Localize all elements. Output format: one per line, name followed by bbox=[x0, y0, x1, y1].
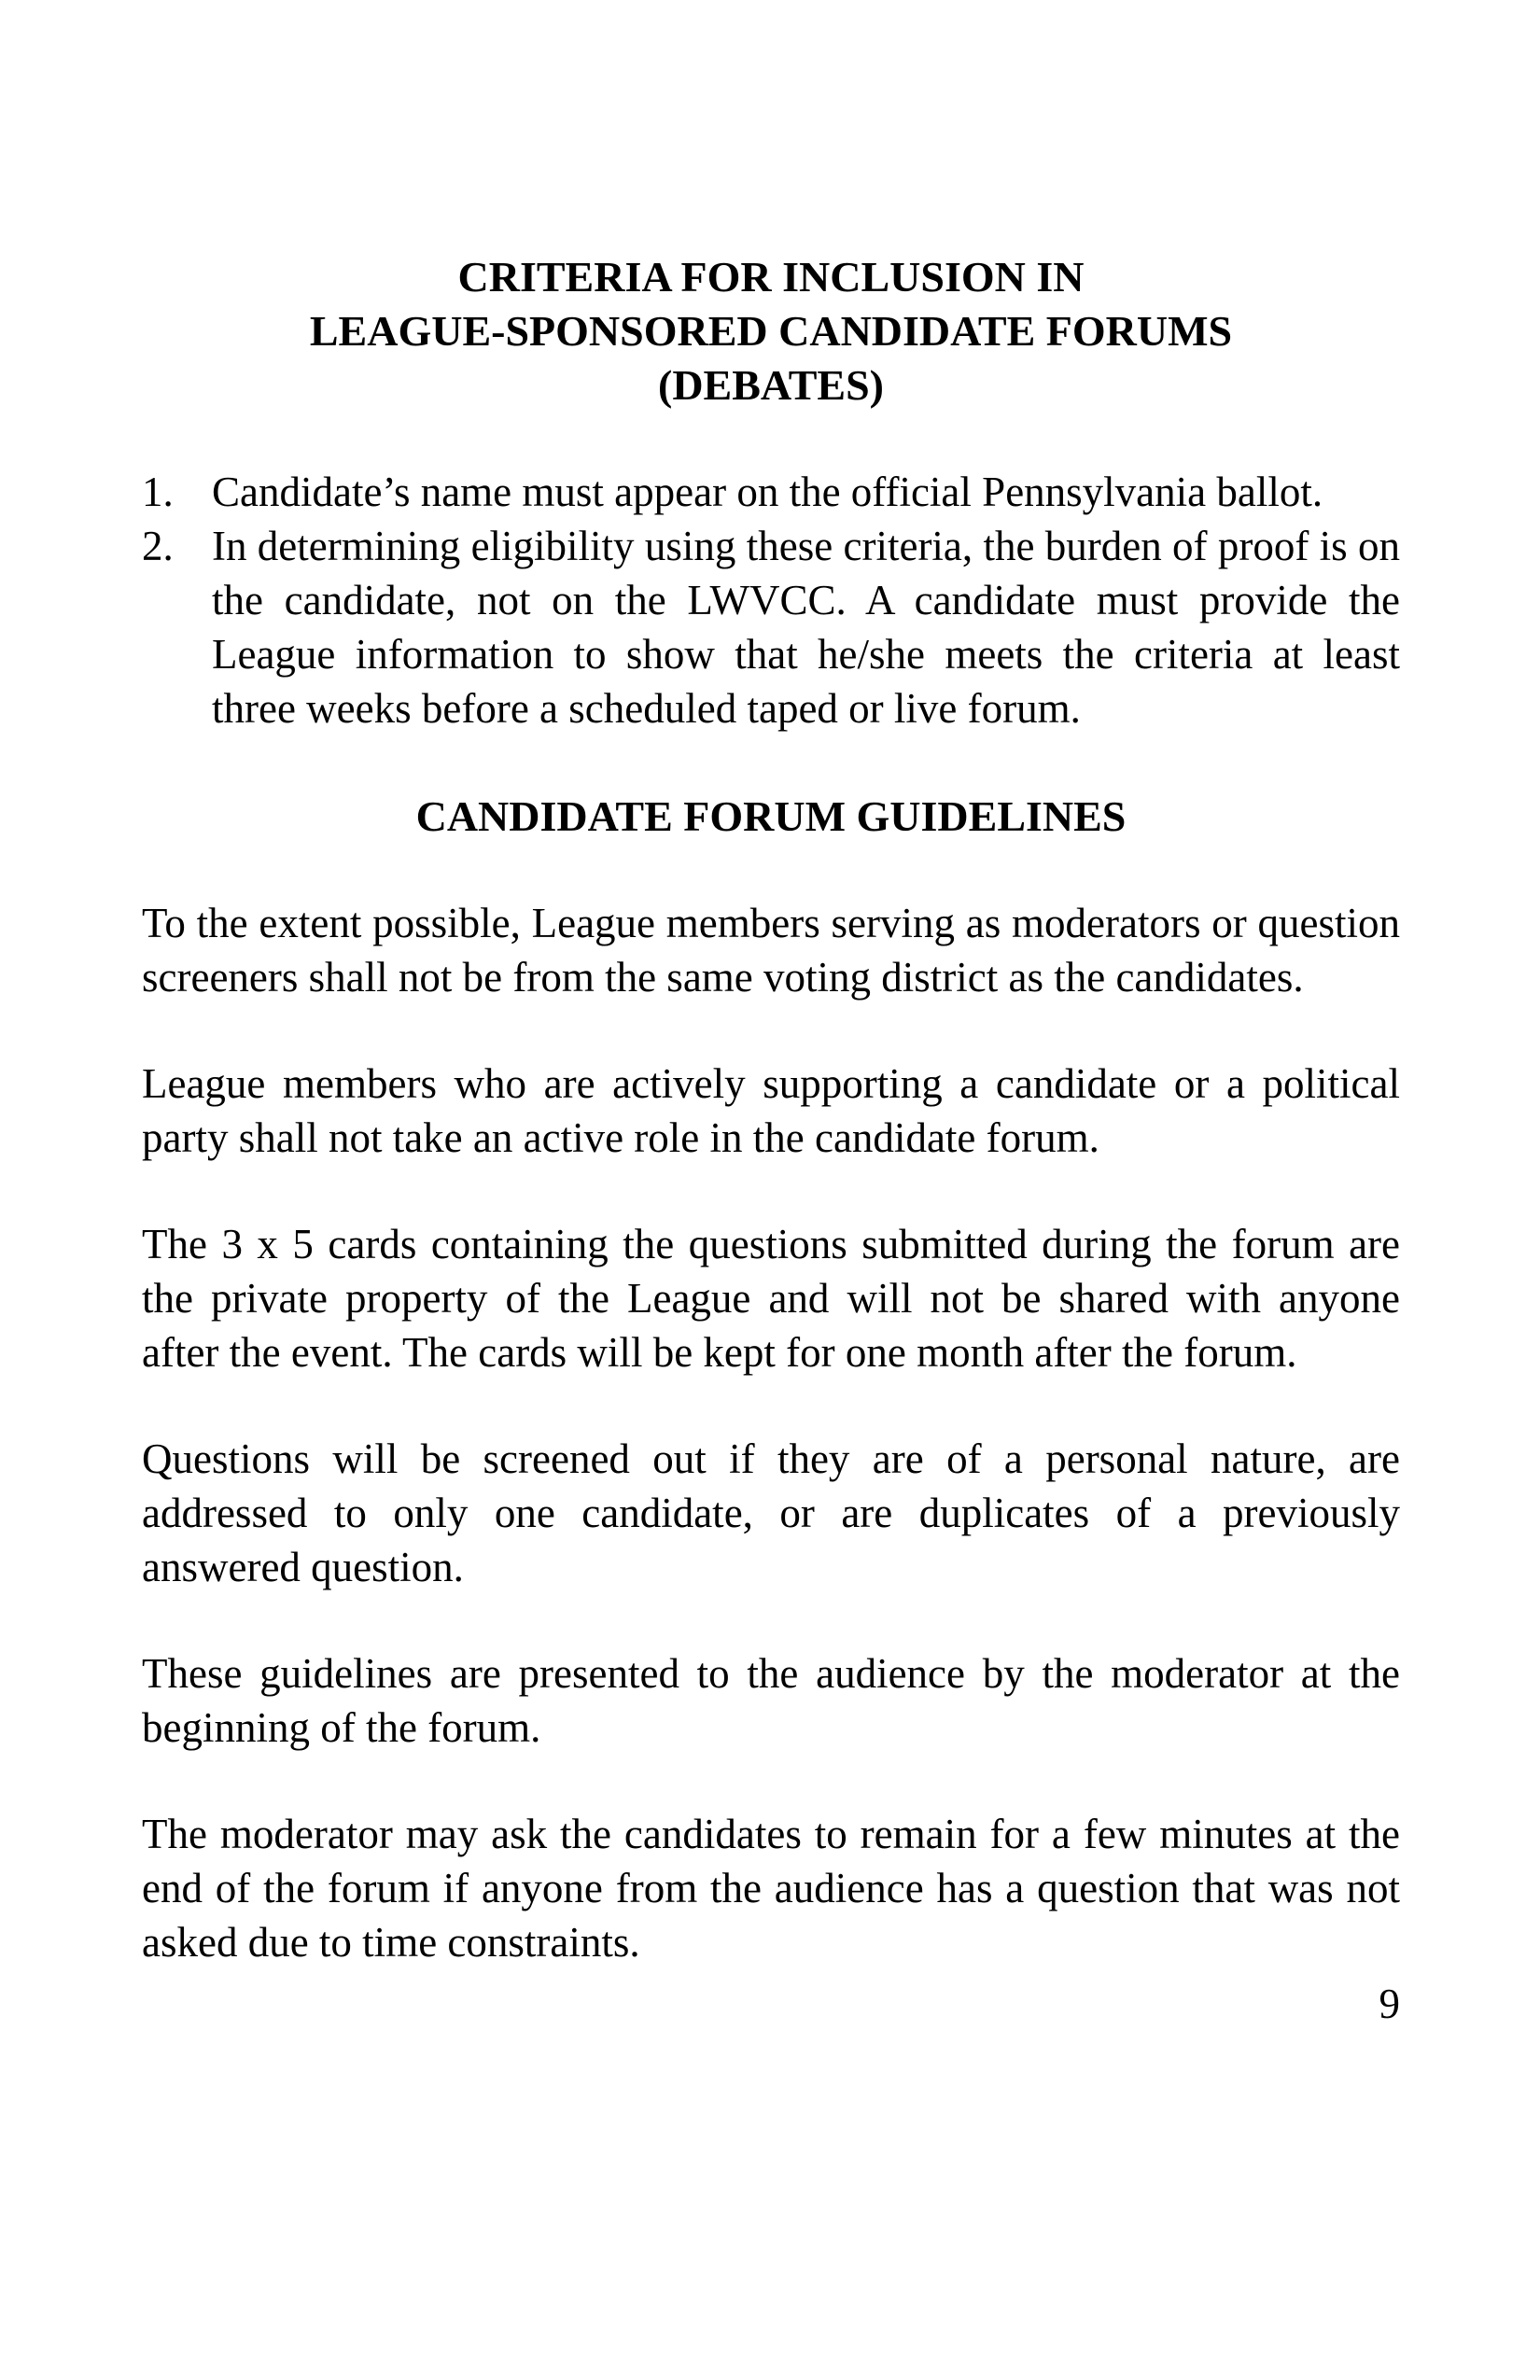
title-line-3: (DEBATES) bbox=[658, 361, 884, 409]
list-item bbox=[142, 465, 1400, 519]
list-item-text: Candidate’s name must appear on the official Pennsylvania ballot. bbox=[212, 469, 1323, 515]
paragraph-active-support: League members who are actively supporting a candidate or a political party shall not take an active role in the candidate forum. bbox=[142, 1060, 1400, 1161]
title-line-1: CRITERIA FOR INCLUSION IN bbox=[457, 253, 1085, 301]
section-heading: CANDIDATE FORUM GUIDELINES bbox=[415, 792, 1127, 840]
document-title bbox=[142, 250, 1400, 413]
criteria-list bbox=[142, 465, 1400, 735]
page-number: 9 bbox=[1379, 1981, 1400, 2027]
title-line-2: LEAGUE-SPONSORED CANDIDATE FORUMS bbox=[309, 307, 1233, 355]
list-item bbox=[142, 519, 1400, 735]
paragraph-screening: Questions will be screened out if they are of a personal nature, are addressed to only one candidate, or are duplicates of a previously answered question. bbox=[142, 1435, 1400, 1590]
list-item-text: In determining eligibility using these criteria, the burden of proof is on the candidate, not on the LWVCC. A candidate must provide the League information to show that he/she meets the criteria at least three weeks before a scheduled taped or live forum. bbox=[212, 523, 1400, 732]
page-content bbox=[142, 250, 1400, 2031]
list-item-number: 1. bbox=[142, 469, 174, 515]
paragraph-moderators: To the extent possible, League members serving as moderators or question screeners shall not be from the same voting district as the candidates. bbox=[142, 900, 1400, 1001]
list-item-number: 2. bbox=[142, 523, 174, 569]
paragraph-moderator-request: The moderator may ask the candidates to remain for a few minutes at the end of the forum if anyone from the audience has a question that was not asked due to time constraints. bbox=[142, 1811, 1400, 1966]
paragraph-guidelines-presented: These guidelines are presented to the audience by the moderator at the beginning of the forum. bbox=[142, 1650, 1400, 1751]
paragraph-question-cards: The 3 x 5 cards containing the questions submitted during the forum are the private property of the League and will not be shared with anyone after the event. The cards will be kept for one month after the forum. bbox=[142, 1221, 1400, 1376]
